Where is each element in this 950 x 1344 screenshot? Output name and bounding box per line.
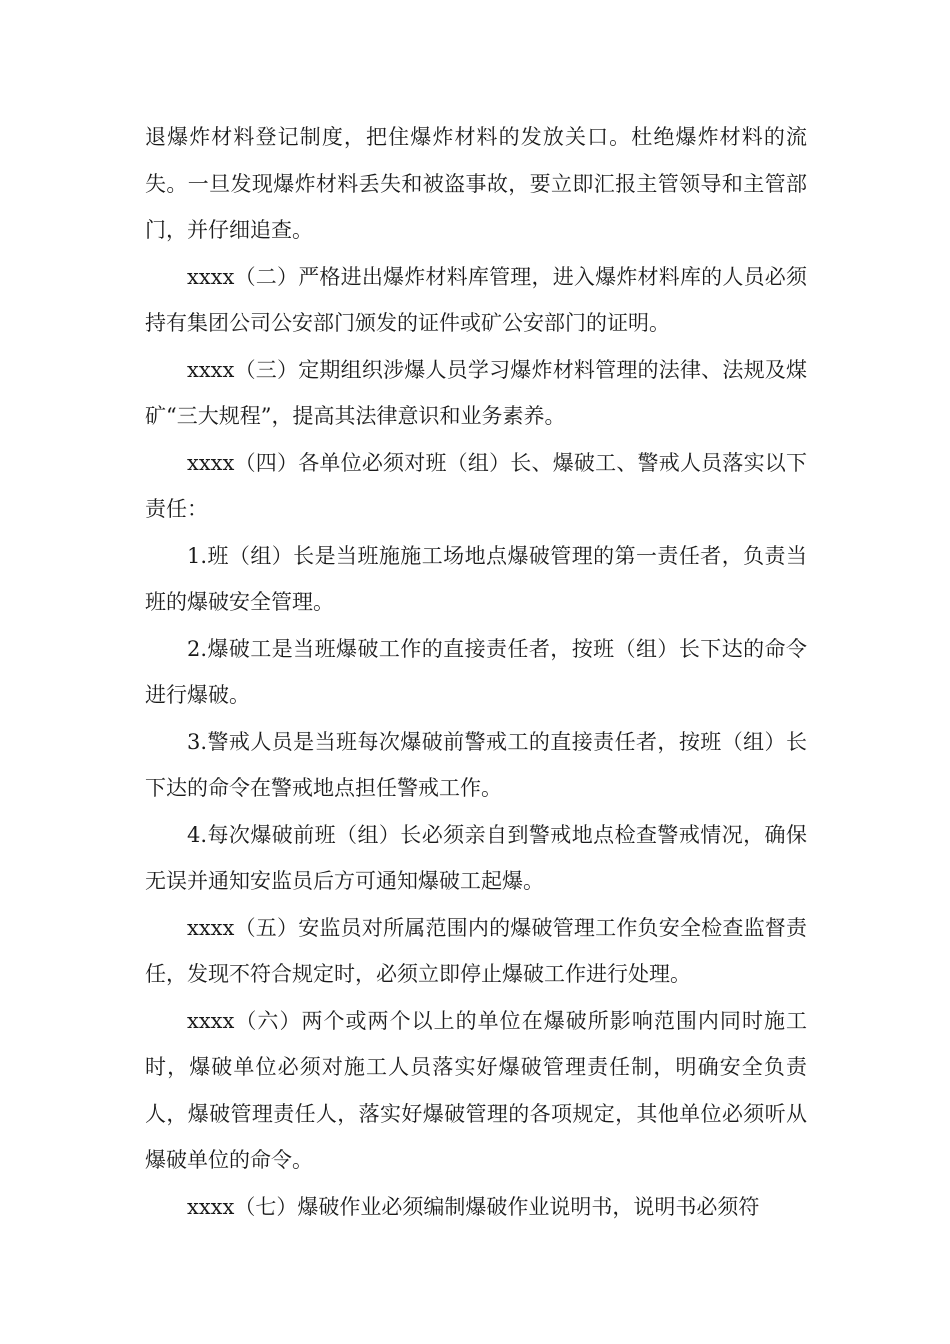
paragraph-item-2: 2.爆破工是当班爆破工作的直接责任者，按班（组）长下达的命令进行爆破。: [145, 636, 807, 707]
paragraph-section-5: xxxx（五）安监员对所属范围内的爆破管理工作负安全检查监督责任，发现不符合规定时，必须立即停止爆破工作进行处理。: [145, 915, 807, 986]
paragraph-section-6: xxxx（六）两个或两个以上的单位在爆破所影响范围内同时施工时，爆破单位必须对施工人员落实好爆破管理责任制，明确安全负责人，爆破管理责任人，落实好爆破管理的各项规定，其他单位必须听从爆破单位的命令。: [145, 1008, 807, 1172]
paragraph-item-1: 1.班（组）长是当班施施工场地点爆破管理的第一责任者，负责当班的爆破安全管理。: [145, 543, 807, 614]
paragraph-section-3: xxxx（三）定期组织涉爆人员学习爆炸材料管理的法律、法规及煤矿“三大规程”，提高其法律意识和业务素养。: [145, 357, 807, 428]
paragraph-item-3: 3.警戒人员是当班每次爆破前警戒工的直接责任者，按班（组）长下达的命令在警戒地点担任警戒工作。: [145, 729, 807, 800]
paragraph-continuation: 退爆炸材料登记制度，把住爆炸材料的发放关口。杜绝爆炸材料的流失。一旦发现爆炸材料丢失和被盗事故，要立即汇报主管领导和主管部门，并仔细追查。: [145, 125, 807, 242]
paragraph-section-7: xxxx（七）爆破作业必须编制爆破作业说明书，说明书必须符: [187, 1194, 760, 1219]
paragraph-item-4: 4.每次爆破前班（组）长必须亲自到警戒地点检查警戒情况，确保无误并通知安监员后方可通知爆破工起爆。: [145, 822, 807, 893]
paragraph-section-4: xxxx（四）各单位必须对班（组）长、爆破工、警戒人员落实以下责任：: [145, 450, 807, 521]
document-body: [145, 114, 807, 1230]
paragraph-section-2: xxxx（二）严格进出爆炸材料库管理，进入爆炸材料库的人员必须持有集团公司公安部门颁发的证件或矿公安部门的证明。: [145, 264, 807, 335]
